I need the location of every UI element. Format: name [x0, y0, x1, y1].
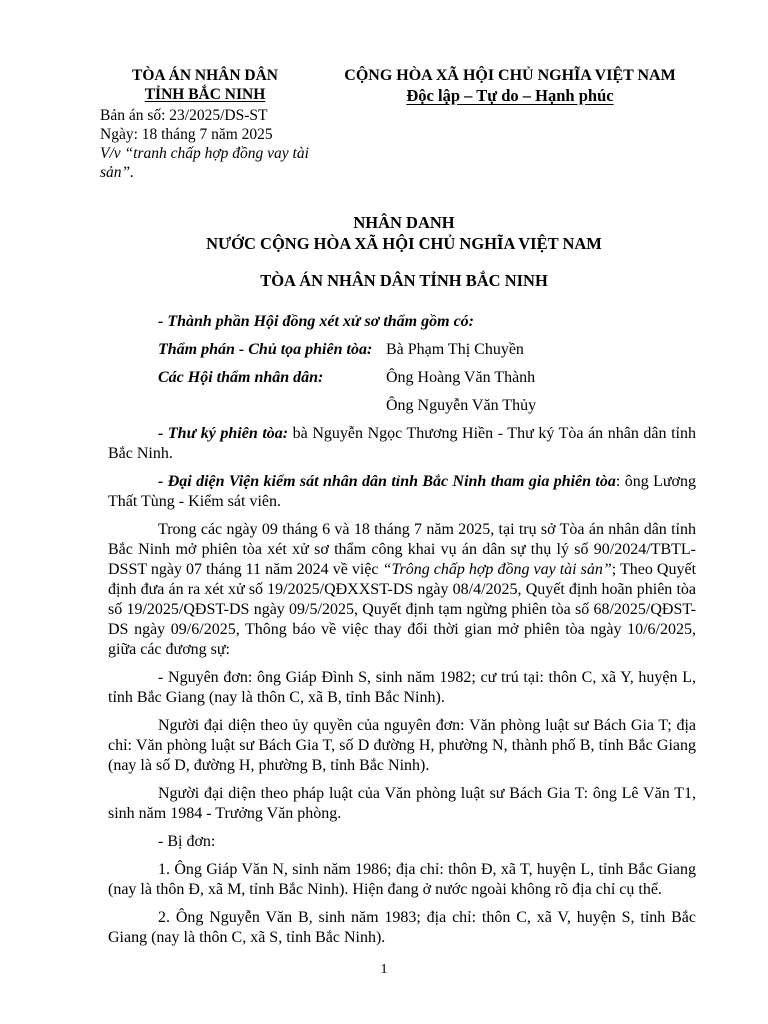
court-name-line2: TỈNH BẮC NINH	[144, 86, 266, 103]
national-motto: Độc lập – Tự do – Hạnh phúc	[406, 86, 614, 105]
legal-representative-paragraph: Người đại diện theo pháp luật của Văn phòng luật sư Bách Gia T: ông Lê Văn T1, sinh năm 1984 - Trưởng Văn phòng.	[108, 785, 696, 822]
case-type: “Trông chấp hợp đồng vay tài sản”	[382, 561, 612, 578]
plaintiff-paragraph: - Nguyên đơn: ông Giáp Đình S, sinh năm 1982; cư trú tại: thôn C, xã Y, huyện L, tỉnh Bắc Giang (nay là thôn C, xã B, tỉnh Bắc Ninh).	[108, 669, 696, 706]
assessors-row	[108, 368, 696, 388]
assessor-2: Ông Nguyễn Văn Thủy	[386, 397, 537, 414]
clerk-paragraph	[108, 424, 696, 464]
title-line1: NHÂN DANH	[353, 213, 455, 232]
national-header	[330, 66, 690, 107]
verdict-date: Ngày: 18 tháng 7 năm 2025	[100, 126, 273, 143]
procuracy-text: : ông Lương Thất Tùng - Kiểm sát viên.	[108, 473, 697, 510]
defendant-2-paragraph: 2. Ông Nguyễn Văn B, sinh năm 1983; địa chỉ: thôn C, xã V, huyện S, tỉnh Bắc Giang (nay là thôn C, xã S, tỉnh Bắc Ninh).	[108, 909, 696, 946]
verdict-number: Bản án số: 23/2025/DS-ST	[100, 107, 268, 124]
court-name-line1: TÒA ÁN NHÂN DÂN	[132, 67, 278, 84]
clerk-text: bà Nguyễn Ngọc Thương Hiền - Thư ký Tòa án nhân dân tỉnh Bắc Ninh.	[108, 425, 696, 462]
verdict-title	[100, 212, 708, 291]
defendant-1-paragraph: 1. Ông Giáp Văn N, sinh năm 1986; địa chỉ: thôn Đ, xã T, huyện L, tỉnh Bắc Giang (nay là thôn Đ, xã M, tỉnh Bắc Ninh). Hiện đang ở nước ngoài không rõ địa chỉ cụ thể.	[108, 861, 696, 898]
verdict-subject: V/v “tranh chấp hợp đồng vay tài sản”.	[100, 145, 309, 181]
defendant-heading: - Bị đơn:	[158, 833, 216, 850]
assessors-row-2	[108, 396, 696, 416]
assessor-1: Ông Hoàng Văn Thành	[386, 369, 536, 386]
trial-paragraph	[108, 520, 696, 660]
procuracy-label: - Đại diện Viện kiểm sát nhân dân tỉnh Bắc Ninh tham gia phiên tòa	[158, 473, 616, 490]
title-line2: NƯỚC CỘNG HÒA XÃ HỘI CHỦ NGHĨA VIỆT NAM	[206, 234, 602, 253]
trial-text-a: Trong các ngày 09 tháng 6 và 18 tháng 7 năm 2025, tại trụ sở Tòa án nhân dân tỉnh Bắc Ninh mở phiên tòa xét xử sơ thẩm công khai vụ án dân sự thụ lý số 90/2024/TBTL-DSST ngày 07 tháng 11 năm 2024 về việc	[108, 521, 696, 578]
trial-text-b: ; Theo Quyết định đưa án ra xét xử số 19/2025/QĐXXST-DS ngày 08/4/2025, Quyết định hoãn phiên tòa số 19/2025/QĐST-DS ngày 09/5/2025, Quyết định tạm ngừng phiên tòa số 68/2025/QĐST-DS ngày 09/6/2025, Thông báo về việc thay đổi thời gian mở phiên tòa ngày 10/6/2025, giữa các đương sự:	[108, 561, 697, 658]
court-header	[100, 66, 332, 182]
judge-name: Bà Phạm Thị Chuyền	[386, 341, 524, 358]
panel-heading: - Thành phần Hội đồng xét xử sơ thẩm gồm có:	[158, 313, 474, 330]
verdict-meta	[100, 106, 332, 182]
nation-name: CỘNG HÒA XÃ HỘI CHỦ NGHĨA VIỆT NAM	[344, 67, 676, 84]
title-line3: TÒA ÁN NHÂN DÂN TỈNH BẮC NINH	[260, 271, 548, 290]
judge-label: Thẩm phán - Chủ tọa phiên tòa:	[158, 341, 373, 358]
judge-row	[108, 340, 696, 360]
verdict-body	[108, 312, 696, 956]
page-number: 1	[380, 962, 388, 977]
procuracy-paragraph	[108, 472, 696, 512]
clerk-label: - Thư ký phiên tòa:	[158, 425, 289, 442]
assessors-label: Các Hội thẩm nhân dân:	[158, 369, 324, 386]
court-name	[100, 66, 310, 104]
plaintiff-representative-paragraph: Người đại diện theo ủy quyền của nguyên đơn: Văn phòng luật sư Bách Gia T; địa chỉ: Văn phòng luật sư Bách Gia T, số D đường H, phường N, thành phố B, tỉnh Bắc Giang (nay là số D, đường H, phường B, tỉnh Bắc Ninh).	[108, 717, 696, 774]
